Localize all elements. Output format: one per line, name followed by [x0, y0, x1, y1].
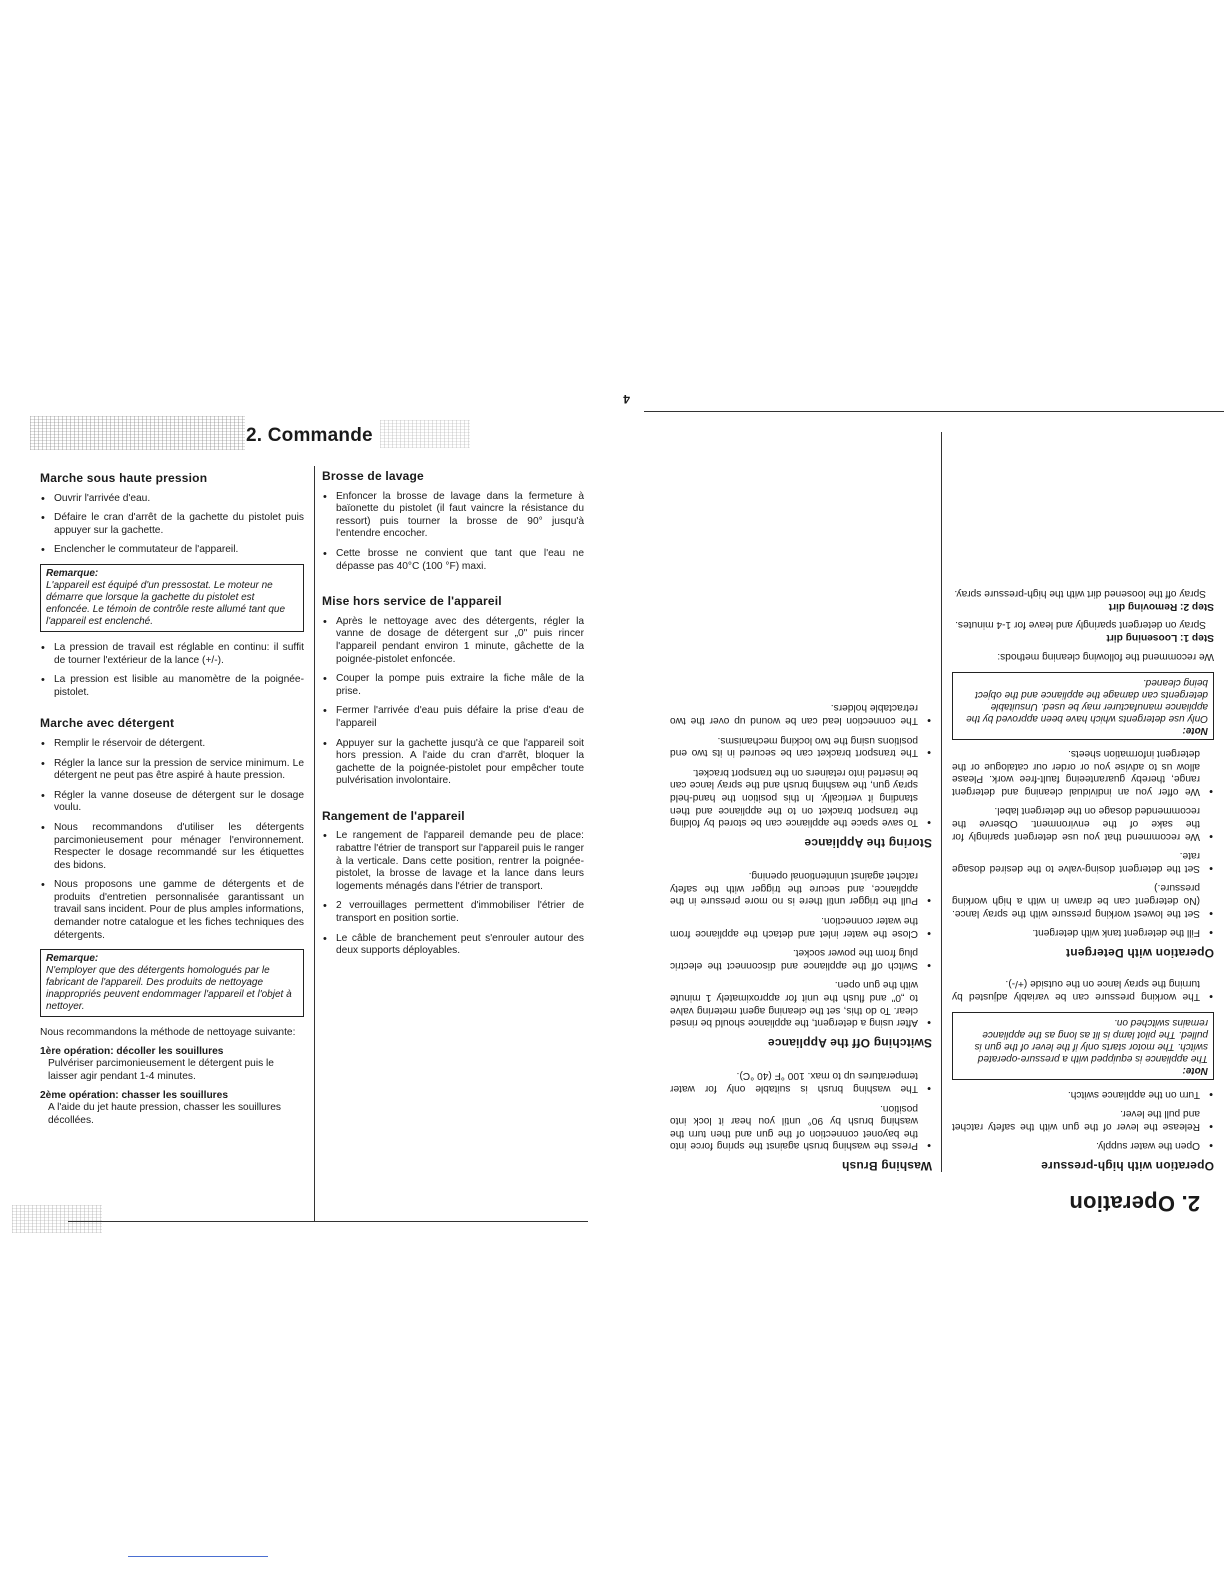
list-item: • Press the washing brush against the spring force into the bayonet connection of the gun and then turn the washing brush by 90° until you hear it lock into position.	[670, 1101, 932, 1151]
paragraph: We recommend the following cleaning methods:	[997, 650, 1214, 662]
scan-noise-header-right	[380, 420, 470, 448]
footer-rule	[68, 1221, 588, 1222]
section-storage	[670, 701, 932, 849]
list-item: • Régler la lance sur la pression de service minimum. Le détergent ne peut pas être aspiré à haute pression.	[40, 758, 304, 783]
list-item: • Set the detergent dosing-valve to the desired dosage rate.	[952, 849, 1214, 874]
note-text: L'appareil est équipé d'un pressostat. Le moteur ne démarre que lorsque la gachette du pistolet est enfoncée. Le témoin de contrôle reste allumé tant que l'appareil est enclenché.	[46, 579, 286, 627]
english-page	[612, 0, 1224, 1584]
note-title: Note:	[1182, 724, 1208, 736]
section-heading: Marche sous haute pression	[40, 471, 208, 485]
list-item: • Régler la vanne doseuse de détergent sur le dosage voulu.	[40, 790, 304, 815]
note-box	[952, 1012, 1214, 1080]
list-item: • To save space the appliance can be stored by folding the transport bracket on to the appliance and then standing it vertically. In this position the hand-held spray gun, the washing brush and the spray lance can be inserted into retainers on the transport bracket.	[670, 765, 932, 828]
section-heading: Washing Brush	[841, 1159, 932, 1173]
list-item: • La pression est lisible au manomètre de la poignée-pistolet.	[40, 674, 304, 699]
list-item: • Cette brosse ne convient que tant que l'eau ne dépasse pas 40°C (100 °F) maxi.	[322, 548, 584, 573]
chapter-title: 2. Commande	[246, 425, 373, 446]
page-number: 4	[623, 392, 630, 406]
list-item: • The connection lead can be wound up over the two retractable holders.	[670, 701, 932, 726]
list-item: • The washing brush is suitable only for water temperatures up to max. 100 °F (40 °C).	[670, 1069, 932, 1094]
list-item: • Le câble de branchement peut s'enrouler autour des deux supports déployables.	[322, 933, 584, 958]
list-item: • Close the water inlet and detach the appliance from the water connection.	[670, 914, 932, 939]
list-item: • Release the lever of the gun with the safety ratchet and pull the lever.	[952, 1107, 1214, 1132]
list-item: • 2 verrouillages permettent d'immobiliser l'étrier de transport en position sortie.	[322, 900, 584, 925]
list-item: • Fill the detergent tank with detergent.	[952, 926, 1214, 939]
list-item: • Appuyer sur la gachette jusqu'à ce que l'appareil soit hors pression. A l'aide du cran d'arrêt, bloquer la gachette de la poignée-pistolet pour empêcher toute pulvérisation involontaire.	[322, 738, 584, 788]
list-item: • La pression de travail est réglable en continu: il suffit de tourner l'extérieur de la lance (+/-).	[40, 642, 304, 667]
french-column-1	[40, 472, 304, 1145]
list-item: • Ouvrir l'arrivée d'eau.	[40, 493, 304, 506]
scan-noise-header	[30, 416, 245, 450]
step-text: Spray on detergent sparingly and leave for 1-4 minutes.	[955, 619, 1206, 631]
rotated-content	[612, 0, 1224, 1584]
list-item: • The working pressure can be variably adjusted by turning the spray lance on the outside (+/-).	[952, 977, 1214, 1002]
list-item: • We offer you an individual cleaning and detergent range, thereby guaranteeing fault-free work. Please allow us to advise you or order our catalogue or the detergent information sheets.	[952, 747, 1214, 797]
list-item: • We recommend that you use detergent sparingly for the sake of the environment. Observe the recommended dosage on the detergent label.	[952, 804, 1214, 842]
list-item: • Open the water supply.	[952, 1139, 1214, 1152]
section-high-pressure	[40, 472, 304, 699]
list-item: • Remplir le réservoir de détergent.	[40, 738, 304, 751]
section-storage	[322, 810, 584, 958]
section-heading: Rangement de l'appareil	[322, 808, 465, 823]
note-box	[40, 949, 304, 1017]
note-text: Only use detergents which have been approved by the appliance manufacturer may be used. Unsuitable detergents can damage the appliance and the object being cleaned.	[966, 676, 1208, 724]
section-detergent	[40, 717, 304, 1127]
list-item: • Pull the trigger until there is no more pressure in the appliance, and secure the trigger with the safety ratchet against unintentional opening.	[670, 869, 932, 907]
list-item: • Set the lowest working pressure with the spray lance. (No detergent can be drawn in with a high working pressure.)	[952, 881, 1214, 919]
step-title: 1ère opération: décoller les souillures	[40, 1045, 224, 1057]
section-heading: Operation with high-pressure	[1041, 1159, 1214, 1173]
note-title: Remarque:	[46, 953, 99, 965]
note-title: Remarque:	[46, 567, 99, 579]
section-heading: Operation with Detergent	[1065, 945, 1214, 960]
list-item: • Nous proposons une gamme de détergents et de produits d'entretien personnalisée garantissant un travail sans incident. Pour de plus amples informations, demander notre catalogue et les fiches techniques des détergents.	[40, 879, 304, 942]
list-item: • Couper la pompe puis extraire la fiche mâle de la prise.	[322, 673, 584, 698]
list-item: • Enclencher le commutateur de l'appareil.	[40, 544, 304, 557]
note-text: N'employer que des détergents homologués par le fabricant de l'appareil. Des produits de nettoyage inappropriés peuvent endommager l'appareil et l'objet à nettoyer.	[46, 965, 292, 1013]
column-divider	[941, 432, 942, 1172]
step-title: 2ème opération: chasser les souillures	[40, 1089, 228, 1101]
column-divider	[314, 466, 315, 1222]
list-item: • Switch off the appliance and disconnect the electric plug from the power socket.	[670, 946, 932, 971]
list-item: • Le rangement de l'appareil demande peu de place: rabattre l'étrier de transport sur l'appareil puis le ranger à la verticale. Dans cette position, rentrer la poignée-pistolet, la brosse de lavage et la lance dans leurs logements ménagés dans l'étrier de transport.	[322, 830, 584, 893]
section-detergent	[952, 587, 1214, 959]
section-heading: Storing the Appliance	[804, 835, 932, 850]
step-title: Step 1: Loosening dirt	[1106, 631, 1214, 643]
list-item: • Défaire le cran d'arrêt de la gachette du pistolet puis appuyer sur la gachette.	[40, 512, 304, 537]
english-column-2	[670, 683, 932, 1172]
paragraph: Nous recommandons la méthode de nettoyage suivante:	[40, 1027, 296, 1039]
french-column-2	[322, 470, 584, 976]
step-title: Step 2: Removing dirt	[1108, 600, 1214, 612]
section-brush	[322, 470, 584, 573]
header-rule	[644, 411, 1224, 412]
scan-noise-footer	[12, 1205, 102, 1233]
section-heading: Switching Off the Appliance	[767, 1035, 932, 1050]
list-item: • Fermer l'arrivée d'eau puis défaire la prise d'eau de l'appareil	[322, 705, 584, 730]
note-box	[952, 672, 1214, 740]
list-item: • Nous recommandons d'utiliser les détergents parcimonieusement pour ménager l'environnement. Respecter le dosage recommandé sur les étiquettes des bidons.	[40, 822, 304, 872]
list-item: • After using a detergent, the appliance should be rinsed clear. To do this, set the cleaning agent metering valve to „0" and flush the unit for approximately 1 minute with the gun open.	[670, 978, 932, 1028]
section-shutdown	[670, 869, 932, 1049]
section-heading: Brosse de lavage	[322, 469, 424, 483]
list-item: • Enfoncer la brosse de lavage dans la fermeture à baïonette du pistolet (il faut vaincre la résistance du ressort) puis tourner la brosse de 90° jusqu'à l'entendre encocher.	[322, 491, 584, 541]
list-item: • Turn on the appliance switch.	[952, 1087, 1214, 1100]
note-box	[40, 564, 304, 632]
footer-link-line	[128, 1556, 268, 1557]
note-title: Note:	[1182, 1065, 1208, 1077]
note-text: The appliance is equipped with a pressure-operated switch. The motor starts only if the lever of the gun is pulled. The pilot lamp is lit as long as the appliance remains switched on.	[974, 1017, 1208, 1065]
section-high-pressure	[952, 977, 1214, 1172]
section-shutdown	[322, 595, 584, 788]
chapter-title: 2. Operation	[1069, 1191, 1200, 1216]
list-item: • Après le nettoyage avec des détergents, régler la vanne de dosage de détergent sur „0" puis rincer l'appareil pendant environ 1 minute, gâchette de la poignée-pistolet enfoncée.	[322, 616, 584, 666]
english-column-1	[952, 569, 1214, 1172]
section-heading: Marche avec détergent	[40, 716, 175, 731]
section-heading: Mise hors service de l'appareil	[322, 594, 502, 609]
list-item: • The transport bracket can be secured in its two end positions using the two locking mechanisms.	[670, 733, 932, 758]
step-text: Pulvériser parcimonieusement le détergent puis le laisser agir pendant 1-4 minutes.	[48, 1058, 274, 1083]
step-text: A l'aide du jet haute pression, chasser les souillures décollées.	[48, 1102, 281, 1126]
section-brush	[670, 1069, 932, 1172]
step-text: Spray off the loosened dirt with the high-pressure spray.	[954, 588, 1206, 600]
